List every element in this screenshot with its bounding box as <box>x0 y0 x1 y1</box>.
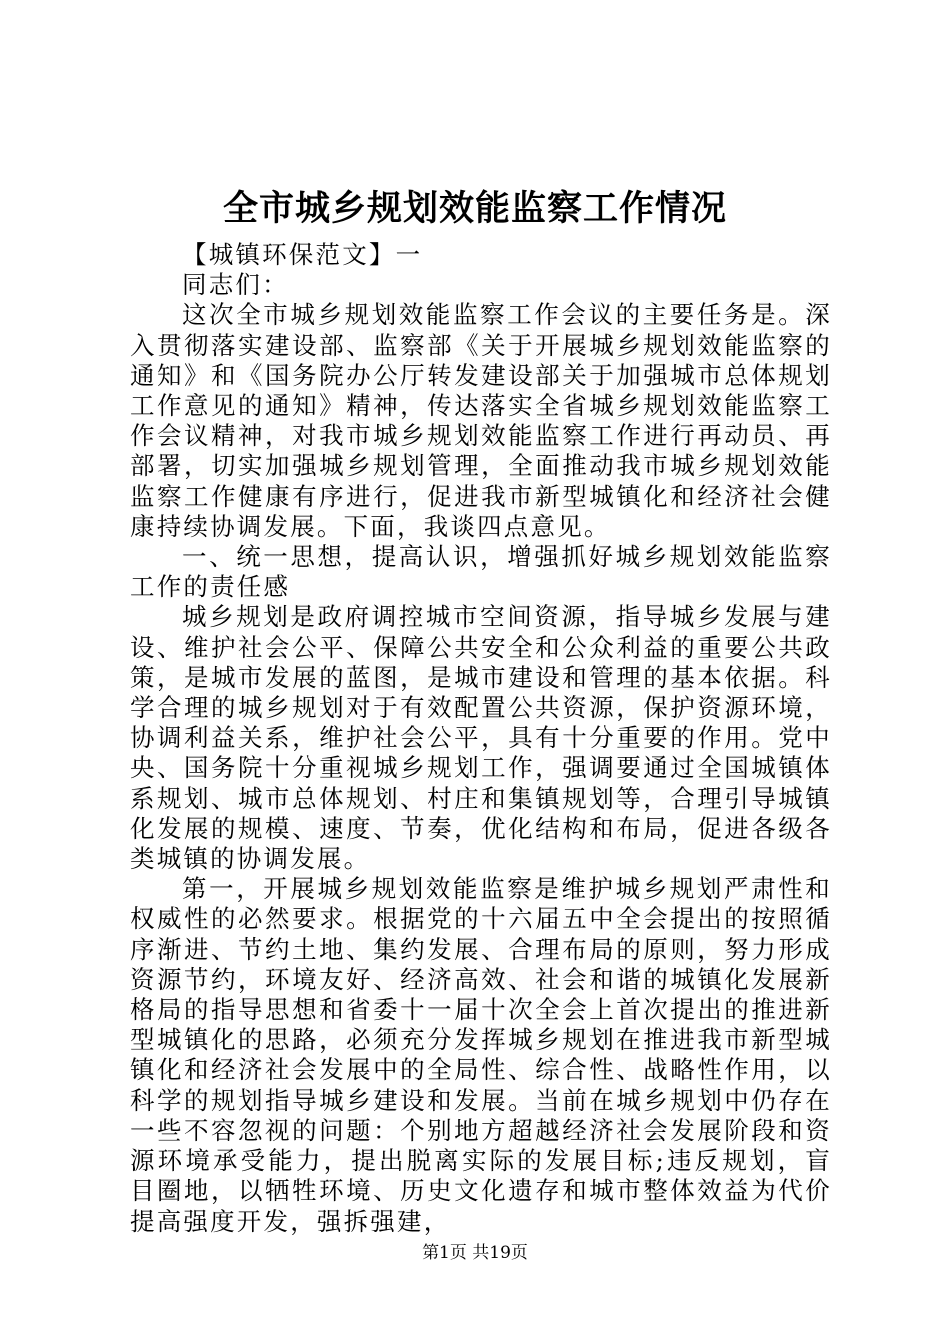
paragraph-salutation: 同志们： <box>182 270 289 300</box>
section-heading-1: 一、统一思想，提高认识，增强抓好城乡规划效能监察工作的责任感 <box>130 542 832 602</box>
document-title: 全市城乡规划效能监察工作情况 <box>222 188 727 229</box>
page-number-footer: 第1页 共19页 <box>422 1243 528 1263</box>
paragraph-planning-role: 城乡规划是政府调控城市空间资源，指导城乡发展与建设、维护社会公平、保障公共安全和公众利益的重要公共政策，是城市发展的蓝图，是城市建设和管理的基本依据。科学合理的城乡规划对于有效配置公共资源，保护资源环境，协调利益关系，维护社会公平，具有十分重要的作用。党中央、国务院十分重视城乡规划工作，强调要通过全国城镇体系规划、城市总体规划、村庄和集镇规划等，合理引导城镇化发展的规模、速度、节奏，优化结构和布局，促进各级各类城镇的协调发展。 <box>130 602 832 874</box>
document-body <box>130 240 832 1237</box>
paragraph-first-point: 第一，开展城乡规划效能监察是维护城乡规划严肃性和权威性的必然要求。根据党的十六届五中全会提出的按照循序渐进、节约土地、集约发展、合理布局的原则，努力形成资源节约，环境友好、经济高效、社会和谐的城镇化发展新格局的指导思想和省委十一届十次全会上首次提出的推进新型城镇化的思路，必须充分发挥城乡规划在推进我市新型城镇化和经济社会发展中的全局性、综合性、战略性作用，以科学的规划指导城乡建设和发展。当前在城乡规划中仍存在一些不容忽视的问题：个别地方超越经济社会发展阶段和资源环境承受能力，提出脱离实际的发展目标;违反规划，盲目圈地，以牺牲环境、历史文化遗存和城市整体效益为代价提高强度开发，强拆强建， <box>130 874 832 1236</box>
paragraph-source-tag: 【城镇环保范文】一 <box>182 240 423 269</box>
paragraph-intro: 这次全市城乡规划效能监察工作会议的主要任务是。深入贯彻落实建设部、监察部《关于开展城乡规划效能监察的通知》和《国务院办公厅转发建设部关于加强城市总体规划工作意见的通知》精神，传达落实全省城乡规划效能监察工作会议精神，对我市城乡规划效能监察工作进行再动员、再部署，切实加强城乡规划管理，全面推动我市城乡规划效能监察工作健康有序进行，促进我市新型城镇化和经济社会健康持续协调发展。下面，我谈四点意见。 <box>130 300 832 541</box>
